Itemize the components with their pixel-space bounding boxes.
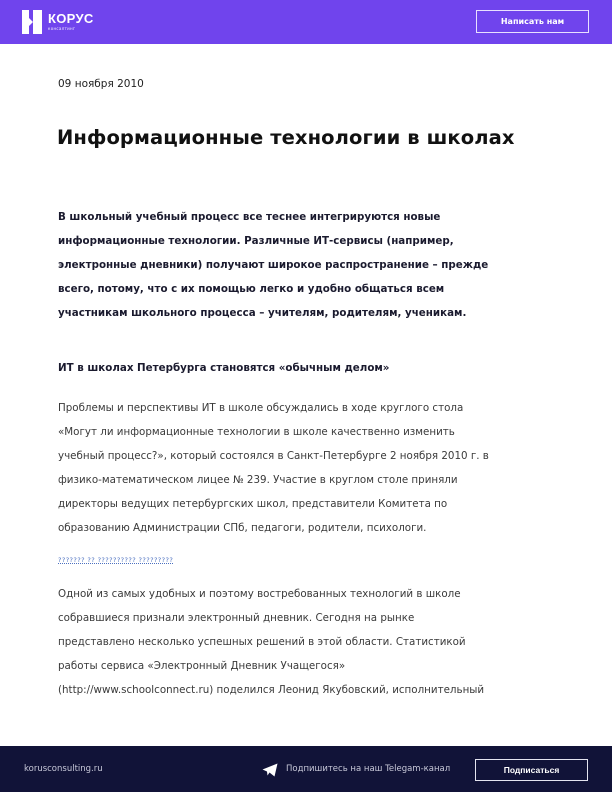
paragraph-line: директоры ведущих петербургских школ, представители Комитета по [58,498,448,510]
paragraph-line: собравшиеся признали электронный дневник. Сегодня на рынке [58,612,415,624]
lead-line: электронные дневники) получают широкое распространение – прежде [58,259,489,271]
paragraph-line: «Могут ли информационные технологии в школе качественно изменить [58,426,455,438]
telegram-link[interactable]: Подпишитесь на наш Telegam-канал [286,764,451,774]
paragraph-line: учебный процесс?», который состоялся в Санкт-Петербурге 2 ноября 2010 г. в [58,450,489,462]
paragraph-line: работы сервиса «Электронный Дневник Учащегося» [58,660,346,672]
korus-logo[interactable] [22,10,94,34]
logo-mark-icon [22,10,42,34]
article-title: Информационные технологии в школах [57,126,515,149]
paragraph-line: физико-математическом лицее № 239. Участие в круглом столе приняли [58,474,458,486]
logo-name: КОРУС [48,11,94,26]
lead-line: всего, потому, что с их помощью легко и удобно общаться всем [58,283,445,295]
broken-encoding-link[interactable]: ??????? ?? ?????????? ????????? [58,556,174,564]
article-date: 09 ноября 2010 [58,78,144,90]
article-subheading: ИТ в школах Петербурга становятся «обычным делом» [58,362,390,374]
logo-subtitle: консалтинг [48,26,76,31]
contact-us-button[interactable]: Написать нам [476,10,589,33]
site-link[interactable]: korusconsulting.ru [24,764,103,774]
paragraph-line: образованию Администрации СПб, педагоги, родители, психологи. [58,522,427,534]
paper-plane-icon [262,763,278,777]
paragraph-line: (http://www.schoolconnect.ru) поделился Леонид Якубовский, исполнительный [58,684,485,696]
logo-text [48,12,94,32]
article-lead [58,205,538,325]
paragraph-line: Проблемы и перспективы ИТ в школе обсуждались в ходе круглого стола [58,402,464,414]
subscribe-button[interactable]: Подписаться [475,759,588,781]
article-paragraph-1 [58,396,558,540]
article-paragraph-2 [58,582,558,702]
footer [0,746,612,792]
paragraph-line: Одной из самых удобных и поэтому востребованных технологий в школе [58,588,461,600]
lead-line: информационные технологии. Различные ИТ-сервисы (например, [58,235,454,247]
top-header [0,0,612,44]
paragraph-line: представлено несколько успешных решений в этой области. Статистикой [58,636,466,648]
lead-line: В школьный учебный процесс все теснее интегрируются новые [58,211,441,223]
lead-line: участникам школьного процесса – учителям, родителям, ученикам. [58,307,467,319]
